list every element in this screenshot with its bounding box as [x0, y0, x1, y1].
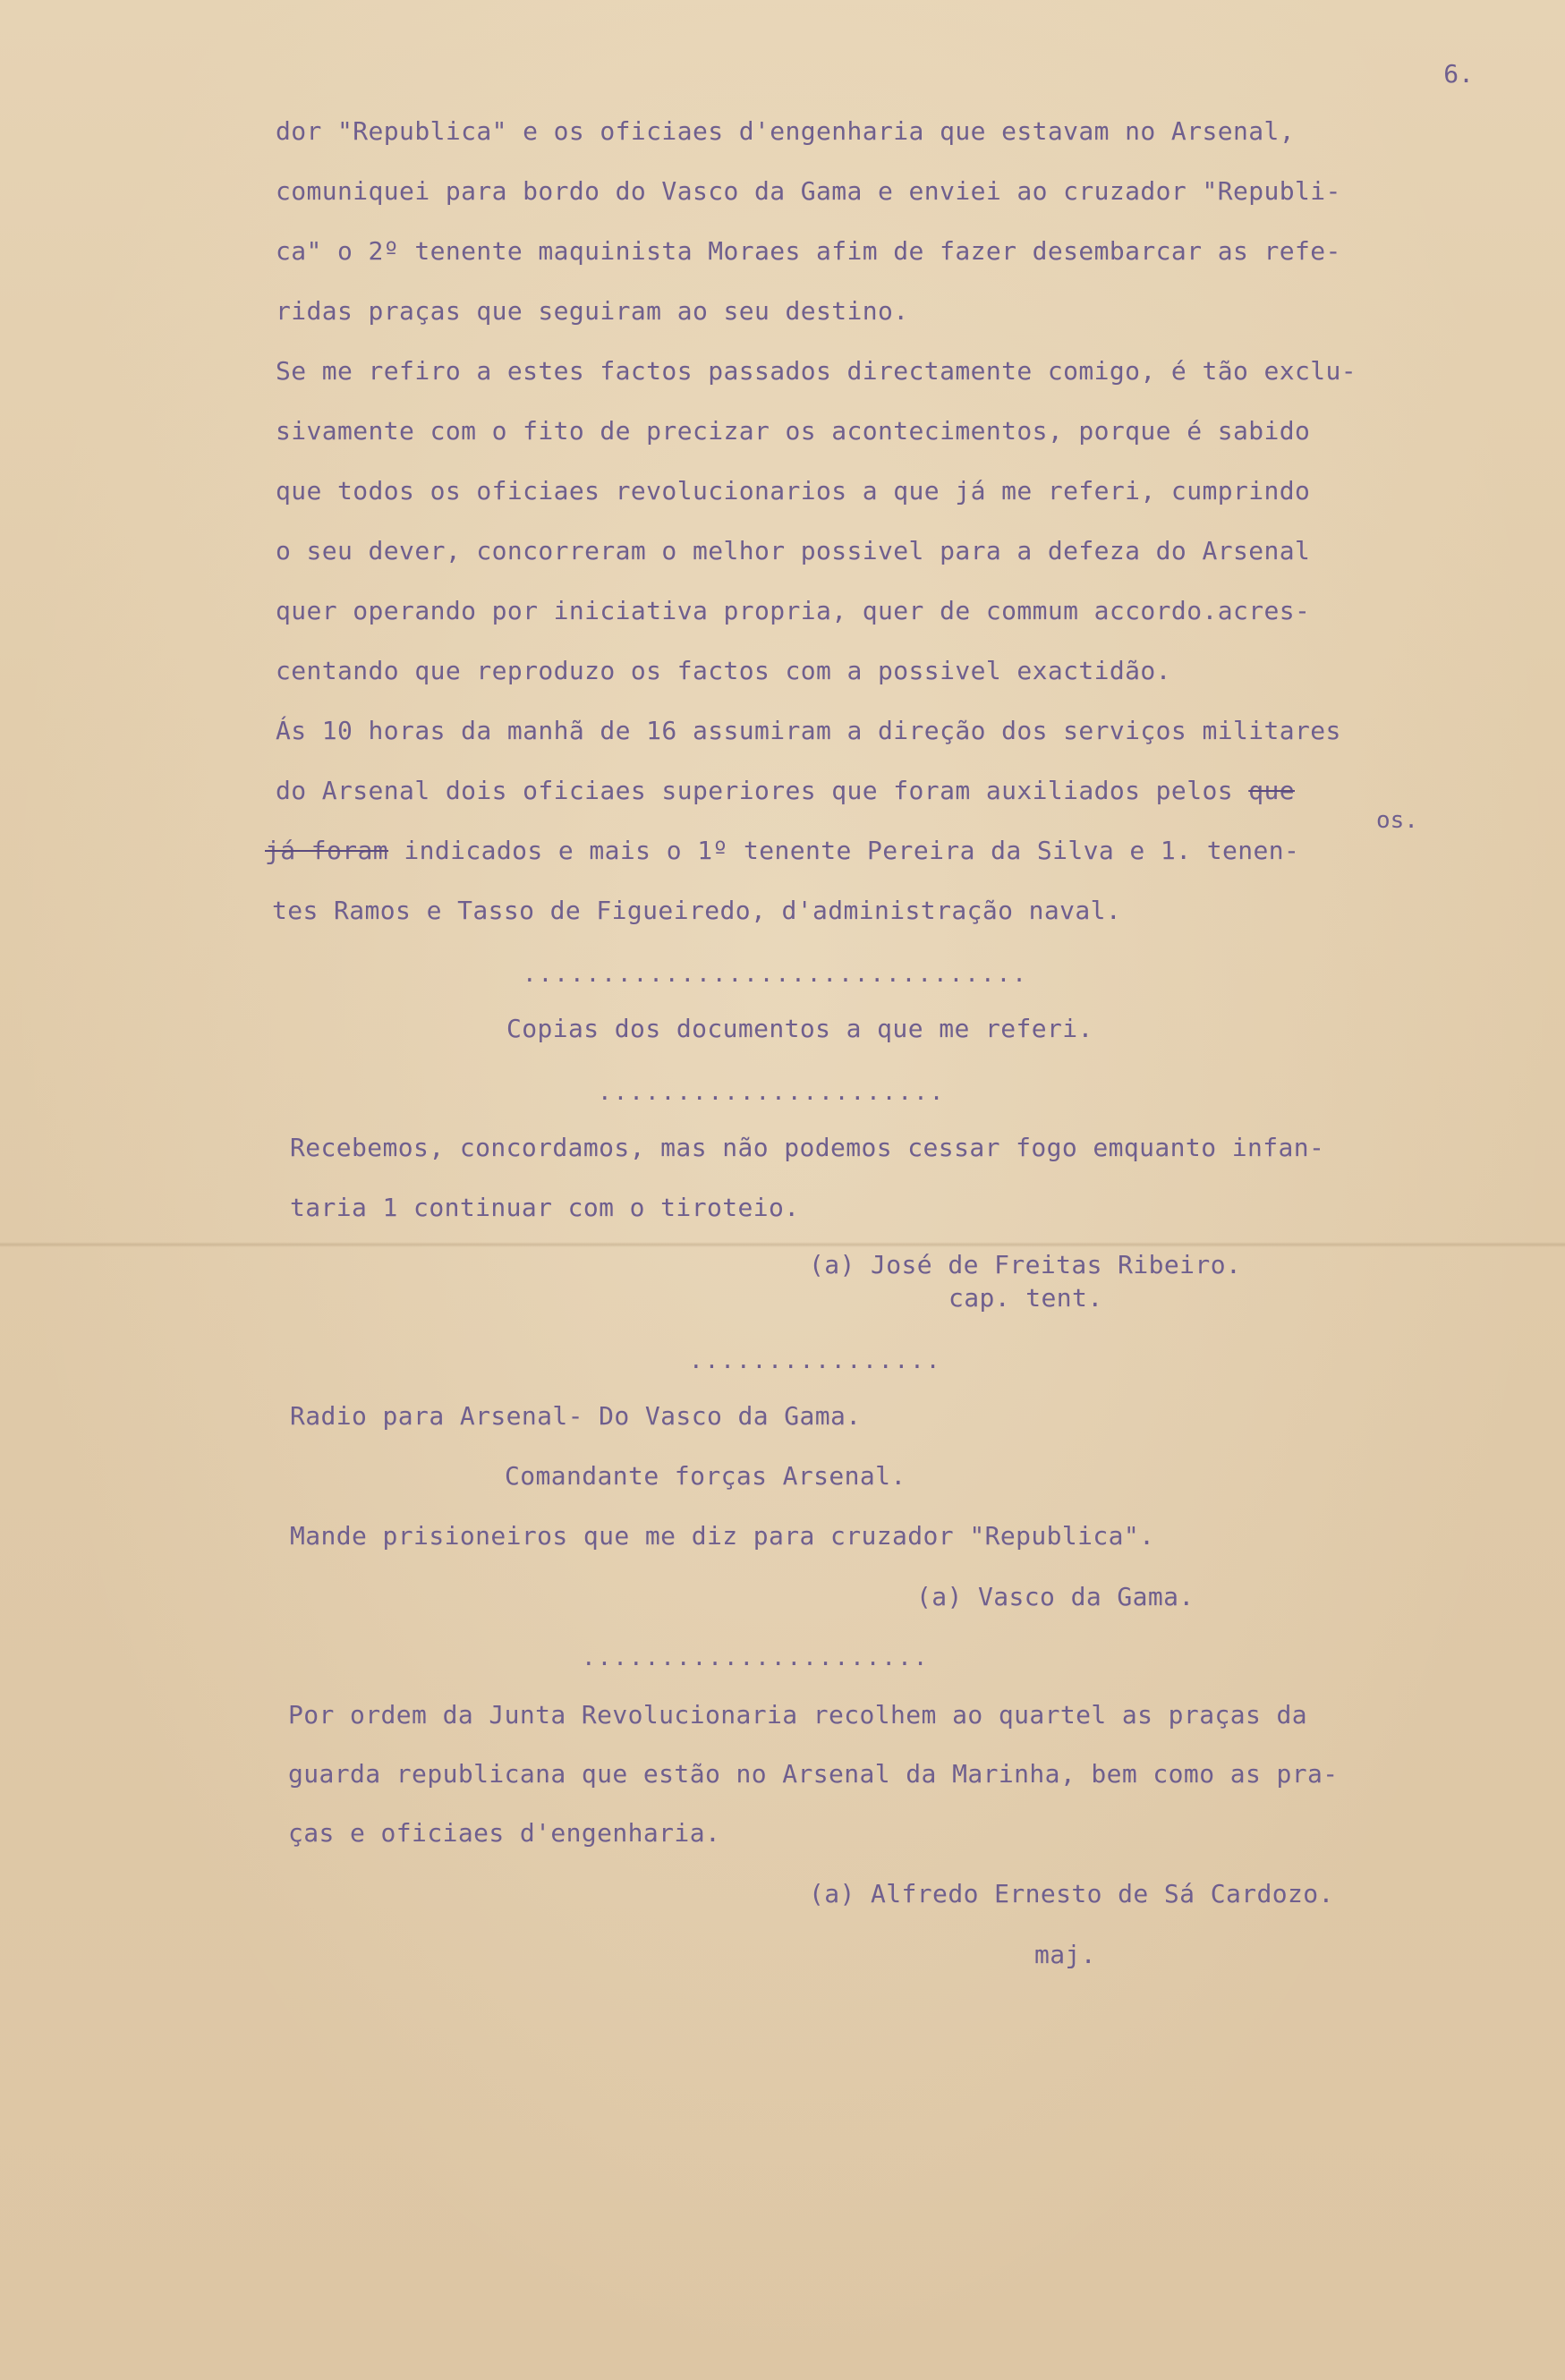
- text-line: Recebemos, concordamos, mas não podemos cessar fogo emquanto infan-: [290, 1133, 1325, 1162]
- page-number: 6.: [1443, 59, 1474, 89]
- text-line: ridas praças que seguiram ao seu destino.: [276, 296, 909, 326]
- signature: (a) Vasco da Gama.: [916, 1582, 1195, 1611]
- signature: (a) José de Freitas Ribeiro.: [809, 1250, 1242, 1279]
- text-line: ças e oficiaes d'engenharia.: [288, 1818, 721, 1848]
- text-line: sivamente com o fito de precizar os acontecimentos, porque é sabido: [276, 416, 1311, 446]
- text-line: comuniquei para bordo do Vasco da Gama e enviei ao cruzador "Republi-: [276, 176, 1341, 206]
- struck-text: que: [1248, 776, 1295, 805]
- separator-dots: ......................: [598, 1079, 946, 1106]
- text-line: Se me refiro a estes factos passados directamente comigo, é tão exclu-: [276, 356, 1357, 386]
- section-heading: Copias dos documentos a que me referi.: [506, 1014, 1093, 1043]
- signature-rank: cap. tent.: [948, 1283, 1103, 1313]
- text-line: guarda republicana que estão no Arsenal da Marinha, bem como as pra-: [288, 1759, 1339, 1789]
- text-line: ca" o 2º tenente maquinista Moraes afim de fazer desembarcar as refe-: [276, 236, 1341, 266]
- text-line: taria 1 continuar com o tiroteio.: [290, 1193, 800, 1222]
- text-line: Mande prisioneiros que me diz para cruzador "Republica".: [290, 1521, 1155, 1551]
- handwritten-insertion: os.: [1376, 807, 1418, 834]
- separator-dots: ................................: [523, 961, 1028, 988]
- text-line: o seu dever, concorreram o melhor possivel para a defeza do Arsenal: [276, 536, 1311, 565]
- text-line: Por ordem da Junta Revolucionaria recolhem ao quartel as praças da: [288, 1700, 1307, 1730]
- text-line: [276, 776, 1295, 806]
- paper-fold: [0, 1242, 1565, 1247]
- struck-text: já foram: [265, 836, 389, 865]
- text-segment: do Arsenal dois oficiaes superiores que foram auxiliados pelos: [276, 776, 1249, 805]
- text-line: centando que reproduzo os factos com a possivel exactidão.: [276, 656, 1171, 685]
- text-line: Radio para Arsenal- Do Vasco da Gama.: [290, 1401, 862, 1431]
- separator-dots: ......................: [582, 1645, 930, 1671]
- text-line: tes Ramos e Tasso de Figueiredo, d'administração naval.: [272, 896, 1122, 925]
- text-segment: indicados e mais o 1º tenente Pereira da Silva e 1. tenen-: [388, 836, 1300, 865]
- separator-dots: ................: [689, 1347, 942, 1374]
- text-line: [265, 836, 1299, 866]
- text-line: dor "Republica" e os oficiaes d'engenharia que estavam no Arsenal,: [276, 116, 1295, 146]
- signature-rank: maj.: [1034, 1940, 1097, 1969]
- signature: (a) Alfredo Ernesto de Sá Cardozo.: [809, 1879, 1334, 1908]
- text-line: Comandante forças Arsenal.: [505, 1461, 906, 1491]
- text-line: que todos os oficiaes revolucionarios a que já me referi, cumprindo: [276, 476, 1311, 506]
- text-line: quer operando por iniciativa propria, quer de commum accordo.acres-: [276, 596, 1311, 625]
- text-line: Ás 10 horas da manhã de 16 assumiram a direção dos serviços militares: [276, 716, 1341, 745]
